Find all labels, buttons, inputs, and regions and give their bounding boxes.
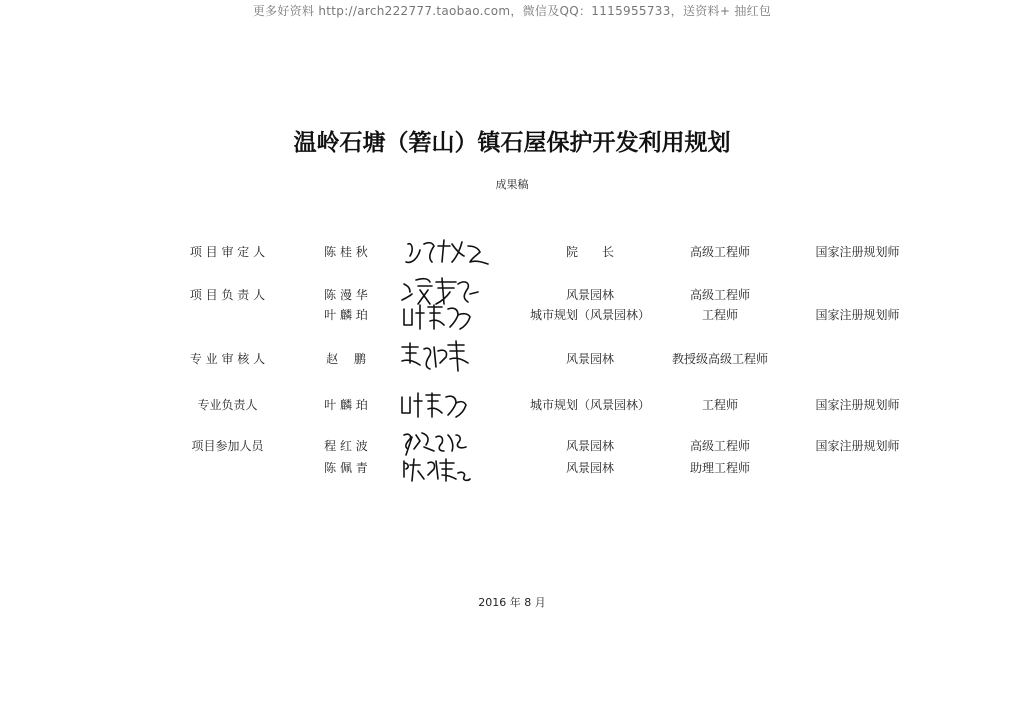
row-title: 工程师 — [701, 398, 738, 412]
row-role: 专业负责人 — [197, 398, 258, 412]
signature-image — [398, 232, 494, 272]
row-name: 陈 桂 秋 — [324, 245, 368, 259]
row-role: 项目参加人员 — [191, 439, 264, 453]
row-name: 程 红 波 — [324, 439, 368, 453]
row-specialty: 风景园林 — [565, 439, 614, 453]
row-name: 陈 漫 华 — [324, 288, 368, 302]
document-date: 2016 年 8 月 — [478, 596, 546, 609]
watermark-text: 更多好资料 http://arch222777.taobao.com，微信及QQ：1115955733，送资料+ 抽红包 — [252, 4, 772, 18]
row-name: 陈 佩 青 — [324, 461, 368, 475]
row-specialty: 城市规划（风景园林） — [529, 398, 650, 412]
signature-image — [398, 455, 474, 485]
signature-image — [398, 339, 476, 375]
row-qualification: 国家注册规划师 — [815, 398, 900, 412]
row-name: 叶 麟 珀 — [324, 398, 368, 412]
document-subtitle: 成果稿 — [495, 178, 529, 191]
row-name: 叶 麟 珀 — [324, 308, 368, 322]
row-specialty: 风景园林 — [565, 288, 614, 302]
row-title: 工程师 — [701, 308, 738, 322]
row-name: 赵 鹏 — [326, 352, 366, 366]
row-title: 教授级高级工程师 — [671, 352, 768, 366]
row-position: 院 长 — [565, 245, 614, 259]
row-role: 专 业 审 核 人 — [189, 352, 266, 366]
document-title: 温岭石塘（箬山）镇石屋保护开发利用规划 — [293, 130, 731, 156]
signature-image — [398, 389, 470, 421]
row-title: 高级工程师 — [689, 439, 750, 453]
row-title: 助理工程师 — [689, 461, 750, 475]
row-qualification: 国家注册规划师 — [815, 308, 900, 322]
row-role: 项 目 负 责 人 — [189, 288, 266, 302]
row-qualification: 国家注册规划师 — [815, 245, 900, 259]
row-specialty: 城市规划（风景园林） — [529, 308, 650, 322]
row-specialty: 风景园林 — [565, 461, 614, 475]
row-specialty: 风景园林 — [565, 352, 614, 366]
row-title: 高级工程师 — [689, 288, 750, 302]
row-title: 高级工程师 — [689, 245, 750, 259]
row-role: 项 目 审 定 人 — [189, 245, 266, 259]
row-qualification: 国家注册规划师 — [815, 439, 900, 453]
signature-image — [398, 299, 478, 333]
